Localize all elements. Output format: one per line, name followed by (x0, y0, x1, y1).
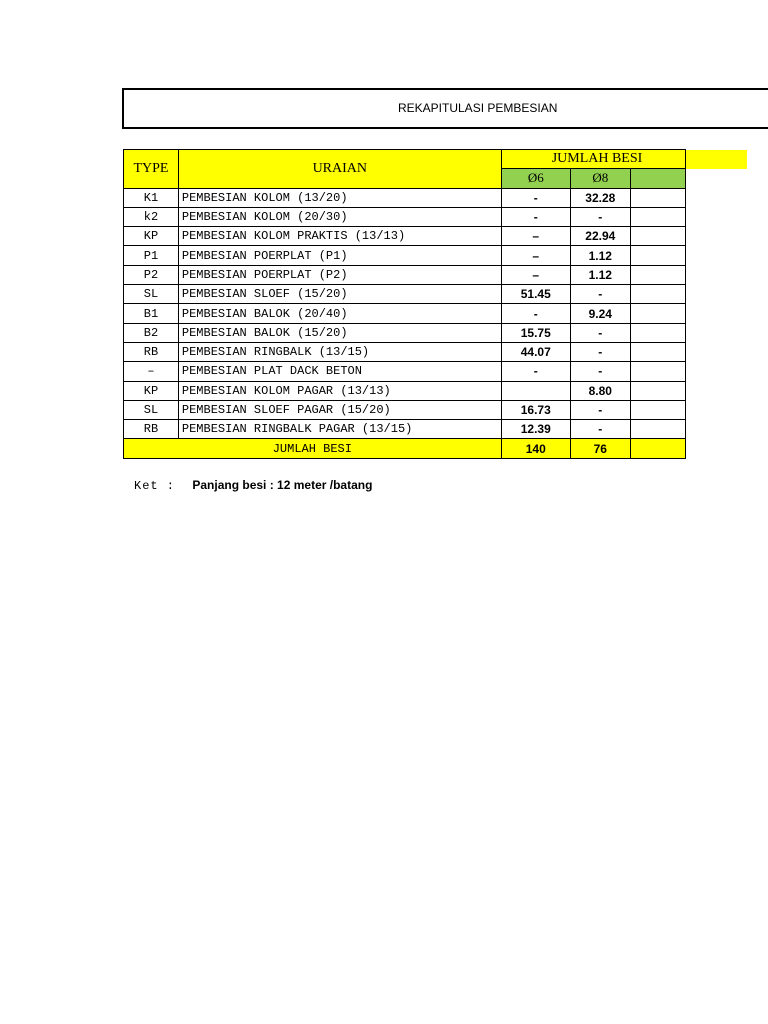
cell-uraian: PEMBESIAN SLOEF PAGAR (15/20) (178, 400, 501, 419)
table-row (124, 400, 686, 419)
cell-extra (630, 207, 685, 226)
cell-uraian: PEMBESIAN BALOK (15/20) (178, 323, 501, 342)
note-label: Ket : (134, 479, 176, 493)
cell-type: KP (124, 381, 179, 400)
cell-type: RB (124, 420, 179, 439)
cell-type: P1 (124, 246, 179, 265)
cell-uraian: PEMBESIAN POERPLAT (P1) (178, 246, 501, 265)
cell-extra (630, 265, 685, 284)
table-row (124, 246, 686, 265)
cell-d8: 9.24 (570, 304, 630, 323)
total-d6: 140 (501, 439, 570, 458)
cell-extra (630, 400, 685, 419)
cell-type: SL (124, 400, 179, 419)
table-row (124, 227, 686, 246)
header-row-1 (124, 150, 686, 169)
cell-extra (630, 304, 685, 323)
header-uraian: URAIAN (178, 150, 501, 189)
header-jumlah-besi: JUMLAH BESI (501, 150, 685, 169)
cell-uraian: PEMBESIAN KOLOM (20/30) (178, 207, 501, 226)
cell-type: k2 (124, 207, 179, 226)
cell-type: – (124, 362, 179, 381)
total-row (124, 439, 686, 458)
cell-d8: - (570, 362, 630, 381)
cell-d8: 8.80 (570, 381, 630, 400)
cell-d6: – (501, 227, 570, 246)
cell-d8: - (570, 420, 630, 439)
table-row (124, 381, 686, 400)
cell-uraian: PEMBESIAN PLAT DACK BETON (178, 362, 501, 381)
table-row (124, 285, 686, 304)
total-d8: 76 (570, 439, 630, 458)
cell-d8: 1.12 (570, 265, 630, 284)
note-value: Panjang besi : 12 meter /batang (192, 478, 373, 492)
table-row (124, 188, 686, 207)
cell-d8: 22.94 (570, 227, 630, 246)
table-row (124, 342, 686, 361)
rekap-table (123, 149, 686, 459)
cell-type: KP (124, 227, 179, 246)
cell-extra (630, 342, 685, 361)
cell-d6: – (501, 246, 570, 265)
cell-d6: 44.07 (501, 342, 570, 361)
cell-d8: - (570, 323, 630, 342)
cell-extra (630, 227, 685, 246)
jumlah-besi-header-overflow (686, 150, 747, 169)
cell-extra (630, 323, 685, 342)
total-extra (630, 439, 685, 458)
cell-d6: 16.73 (501, 400, 570, 419)
header-type: TYPE (124, 150, 179, 189)
table-row (124, 420, 686, 439)
cell-uraian: PEMBESIAN KOLOM (13/20) (178, 188, 501, 207)
cell-type: B1 (124, 304, 179, 323)
cell-d6: - (501, 207, 570, 226)
cell-extra (630, 285, 685, 304)
cell-d8: - (570, 285, 630, 304)
cell-d8: - (570, 400, 630, 419)
cell-d6: 51.45 (501, 285, 570, 304)
cell-extra (630, 362, 685, 381)
cell-d8: - (570, 342, 630, 361)
sheet-title: REKAPITULASI PEMBESIAN (398, 101, 558, 115)
table-row (124, 265, 686, 284)
cell-uraian: PEMBESIAN KOLOM PAGAR (13/13) (178, 381, 501, 400)
cell-extra (630, 420, 685, 439)
cell-type: RB (124, 342, 179, 361)
note (134, 478, 372, 493)
header-d8: Ø8 (570, 169, 630, 188)
header-d6: Ø6 (501, 169, 570, 188)
total-label: JUMLAH BESI (124, 439, 502, 458)
cell-extra (630, 381, 685, 400)
cell-d8: 32.28 (570, 188, 630, 207)
cell-d6: - (501, 304, 570, 323)
cell-uraian: PEMBESIAN KOLOM PRAKTIS (13/13) (178, 227, 501, 246)
cell-d6: 12.39 (501, 420, 570, 439)
cell-d6 (501, 381, 570, 400)
cell-uraian: PEMBESIAN RINGBALK PAGAR (13/15) (178, 420, 501, 439)
table-row (124, 362, 686, 381)
cell-extra (630, 246, 685, 265)
cell-d8: - (570, 207, 630, 226)
cell-uraian: PEMBESIAN BALOK (20/40) (178, 304, 501, 323)
cell-d6: – (501, 265, 570, 284)
cell-type: B2 (124, 323, 179, 342)
table-row (124, 323, 686, 342)
cell-type: P2 (124, 265, 179, 284)
table-row (124, 207, 686, 226)
cell-extra (630, 188, 685, 207)
cell-d8: 1.12 (570, 246, 630, 265)
table-row (124, 304, 686, 323)
cell-d6: 15.75 (501, 323, 570, 342)
cell-d6: - (501, 188, 570, 207)
cell-d6: - (501, 362, 570, 381)
cell-uraian: PEMBESIAN RINGBALK (13/15) (178, 342, 501, 361)
cell-type: SL (124, 285, 179, 304)
header-extra (630, 169, 685, 188)
cell-uraian: PEMBESIAN POERPLAT (P2) (178, 265, 501, 284)
cell-uraian: PEMBESIAN SLOEF (15/20) (178, 285, 501, 304)
cell-type: K1 (124, 188, 179, 207)
